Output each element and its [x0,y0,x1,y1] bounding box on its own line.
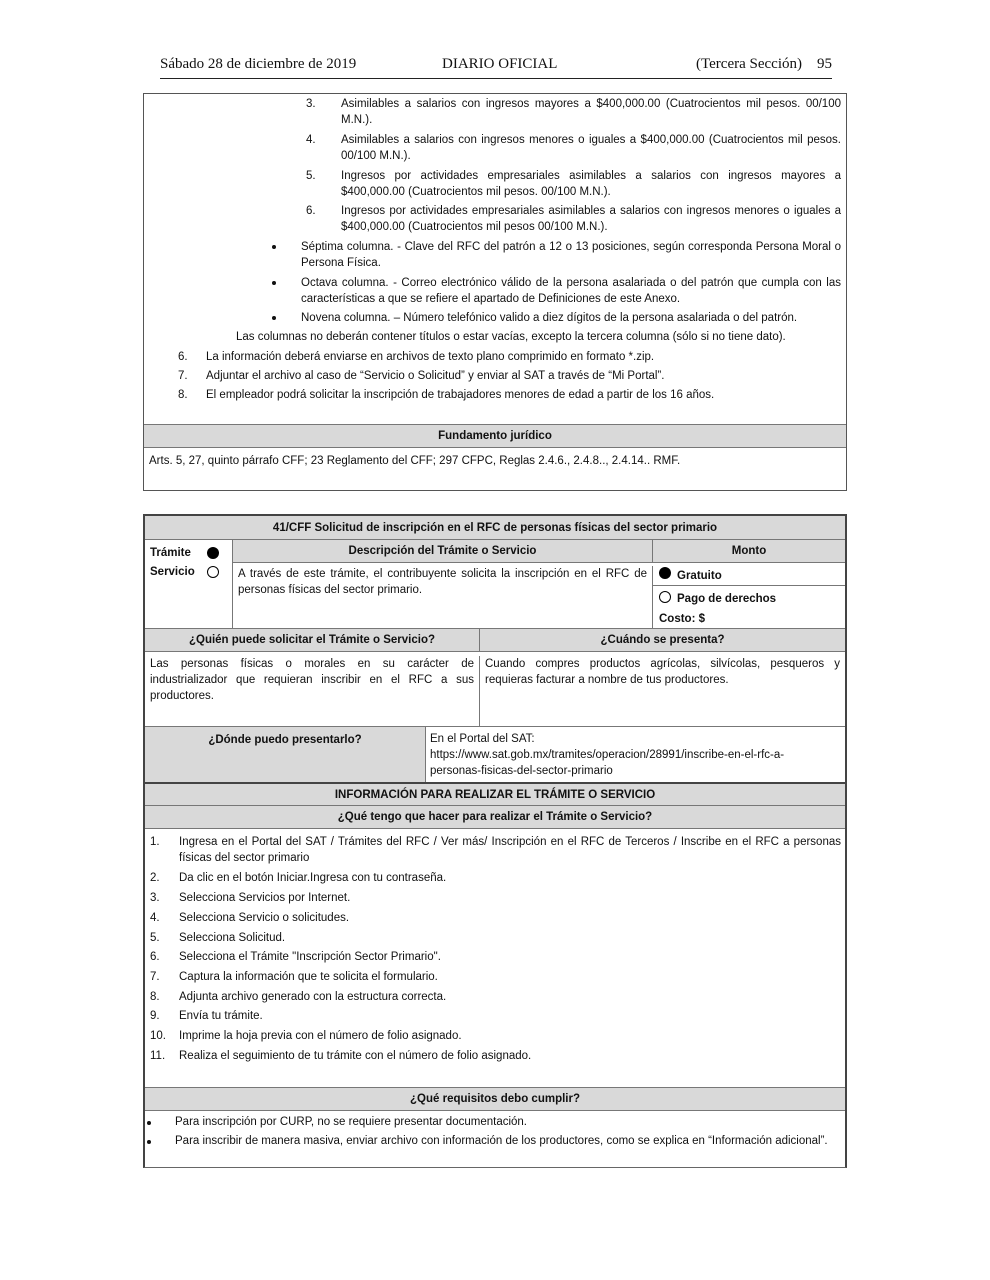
costo-label: Costo: $ [659,613,705,625]
description-text: A través de este trámite, el contribuyente solicita la inscripción en el RFC de personas físicas del sector primario. [233,566,653,628]
quien-header: ¿Quién puede solicitar el Trámite o Servicio? [145,628,480,652]
step-number: 7. [150,971,160,983]
portal-link-line-1[interactable]: https://www.sat.gob.mx/tramites/operacion/28991/inscribe-en-el-rfc-a- [430,749,785,761]
donde-text [430,731,840,781]
desc-header: Descripción del Trámite o Servicio [233,540,653,563]
step-number: 4. [150,912,160,924]
tramite-servicio-cell [145,540,233,628]
bullet-icon [272,281,276,285]
page-header [160,56,832,79]
step-text: Imprime la hoja previa con el número de folio asignado. [179,1030,462,1042]
step-text: Selecciona el Trámite "Inscripción Sector Primario". [179,951,441,963]
columns-note: Las columnas no deberán contener títulos o estar vacías, excepto la tercera columna (sólo si no tiene dato). [236,331,786,343]
header-section [696,56,832,73]
filled-circle-icon [659,567,671,579]
item-number: 6. [178,351,188,363]
cuando-header: ¿Cuándo se presenta? [480,628,845,652]
pago-option [653,586,845,628]
gratuito-label: Gratuito [677,570,722,582]
tramite-label: Trámite [150,547,191,559]
fundamento-header: Fundamento jurídico [144,424,846,448]
subitem-text: Ingresos por actividades empresariales asimilables a salarios con ingresos menores o iguales a $400,000.00 (Cuatrocientos mil pesos 00/100 M.N.). [341,205,841,233]
item-text: El empleador podrá solicitar la inscripción de trabajadores menores de edad a partir de los 16 años. [206,389,715,401]
requisito-text: Para inscripción por CURP, no se requiere presentar documentación. [175,1116,528,1128]
donde-line-1: En el Portal del SAT: [430,733,535,745]
previous-ficha-continuation: 3. Asimilables a salarios con ingresos mayores a $400,000.00 (Cuatrocientos mil pesos. 00/100 M.N.). 4. Asimilables a salarios con ingresos menores o iguales a $400,000.00 (Cuatrocientos mil pesos. 00/100 M.N.). 5. Ingresos por actividades empresariales asimilables a salarios con ingresos mayores a $400,000.00 (Cuatrocientos mil pesos. 00/100 M.N.). 6. Ingresos por actividades empresariales asimilables a salarios con ingresos menores o iguales a $400,000.00 (Cuatrocientos mil pesos 00/100 M.N.). Séptima columna. - Clave del RFC del patrón a 12 o 13 posiciones, según corresponda Persona Moral o Persona Física. Octava columna. - Correo electrónico válido de la persona asalariada o del patrón que cumpla con las características a que se refiere el apartado de Definiciones de este Anexo. Novena columna. – Número telefónico valido a diez dígitos de la persona asalariada o del patrón. Las columnas no deberán contener títulos o estar vacías, excepto la tercera columna (sólo si no tiene dato). 6. La información deberá enviarse en archivos de texto plano comprimido en formato *.zip. 7. Adjuntar el archivo al caso de “Servicio o Solicitud” y enviar al SAT a través de “Mi Portal”. 8. El empleador podrá solicitar la inscripción de trabajadores menores de edad a partir de los 16 años. Fundamento jurídico Arts. 5, 27, quinto párrafo CFF; 23 Reglamento del CFF; 297 CFPC, Reglas 2.4.6., 2.4.8.., 2.4.14.. RMF. [143,93,847,491]
subitem-number: 5. [306,170,316,182]
monto-header: Monto [653,540,845,563]
step-text: Ingresa en el Portal del SAT / Trámites del RFC / Ver más/ Inscripción en el RFC de Terceros / Inscribe en el RFC a personas físicas del sector primario [179,836,841,864]
step-number: 3. [150,892,160,904]
step-text: Realiza el seguimiento de tu trámite con el número de folio asignado. [179,1050,532,1062]
requisitos-header: ¿Qué requisitos debo cumplir? [145,1087,845,1111]
item-text: La información deberá enviarse en archivos de texto plano comprimido en formato *.zip. [206,351,655,363]
header-page-number: 95 [817,56,832,72]
filled-circle-icon [207,547,219,559]
pago-label: Pago de derechos [677,593,777,605]
tramite-radio-filled [207,546,219,562]
step-text: Selecciona Servicios por Internet. [179,892,351,904]
bullet-icon [147,1140,151,1144]
bullet-icon [272,245,276,249]
header-section-label: (Tercera Sección) [696,56,802,72]
subitem-text: Ingresos por actividades empresariales asimilables a salarios con ingresos mayores a $400,000.00 (Cuatrocientos mil pesos. 00/100 M.N.). [341,170,841,198]
subitem-number: 4. [306,134,316,146]
step-text: Selecciona Servicio o solicitudes. [179,912,350,924]
item-number: 7. [178,370,188,382]
step-number: 5. [150,932,160,944]
empty-circle-icon [207,566,219,578]
bullet-text: Séptima columna. - Clave del RFC del patrón a 12 o 13 posiciones, según corresponda Persona Moral o Persona Física. [301,241,841,269]
item-text: Adjuntar el archivo al caso de “Servicio o Solicitud” y enviar al SAT a través de “Mi Portal”. [206,370,665,382]
step-number: 11. [150,1050,166,1062]
donde-header: ¿Dónde puedo presentarlo? [145,727,426,782]
gratuito-option [653,563,845,586]
bullet-icon [272,316,276,320]
empty-circle-icon [659,591,671,603]
step-text: Selecciona Solicitud. [179,932,286,944]
info-header: INFORMACIÓN PARA REALIZAR EL TRÁMITE O SERVICIO [145,782,845,806]
quien-text: Las personas físicas o morales en su carácter de industrializador que requieran inscribir en el RFC a sus productores. [145,656,480,726]
bullet-text: Novena columna. – Número telefónico valido a diez dígitos de la persona asalariada o del patrón. [301,312,798,324]
item-number: 8. [178,389,188,401]
servicio-label: Servicio [150,566,195,578]
step-number: 10. [150,1030,166,1042]
subitem-text: Asimilables a salarios con ingresos menores o iguales a $400,000.00 (Cuatrocientos mil pesos. 00/100 M.N.). [341,134,841,162]
step-text: Captura la información que te solicita el formulario. [179,971,438,983]
ficha-41-cff [143,514,847,1168]
ficha-title: 41/CFF Solicitud de inscripción en el RFC de personas físicas del sector primario [145,516,845,540]
step-text: Da clic en el botón Iniciar.Ingresa con tu contraseña. [179,872,447,884]
requisito-text: Para inscribir de manera masiva, enviar archivo con información de los productores, como se explica en “Información adicional”. [175,1135,828,1147]
que-header: ¿Qué tengo que hacer para realizar el Trámite o Servicio? [145,806,845,829]
fundamento-text: Arts. 5, 27, quinto párrafo CFF; 23 Reglamento del CFF; 297 CFPC, Reglas 2.4.6., 2.4.8.., 2.4.14.. RMF. [149,455,681,467]
bullet-icon [147,1121,151,1125]
header-publication: DIARIO OFICIAL [442,56,558,72]
step-number: 8. [150,991,160,1003]
step-number: 2. [150,872,160,884]
cuando-text: Cuando compres productos agrícolas, silvícolas, pesqueros y requieras facturar a nombre de tus productores. [485,658,840,686]
step-text: Adjunta archivo generado con la estructura correcta. [179,991,447,1003]
bullet-text: Octava columna. - Correo electrónico válido de la persona asalariada o del patrón que cumpla con las características a que se refiere el apartado de Definiciones de este Anexo. [301,277,841,305]
portal-link-line-2[interactable]: personas-fisicas-del-sector-primario [430,765,613,777]
step-number: 6. [150,951,160,963]
step-text: Envía tu trámite. [179,1010,263,1022]
step-number: 1. [150,836,160,848]
subitem-text: Asimilables a salarios con ingresos mayores a $400,000.00 (Cuatrocientos mil pesos. 00/100 M.N.). [341,98,841,126]
subitem-number: 6. [306,205,316,217]
header-date: Sábado 28 de diciembre de 2019 [160,56,357,72]
step-number: 9. [150,1010,160,1022]
servicio-radio-empty [207,565,219,581]
